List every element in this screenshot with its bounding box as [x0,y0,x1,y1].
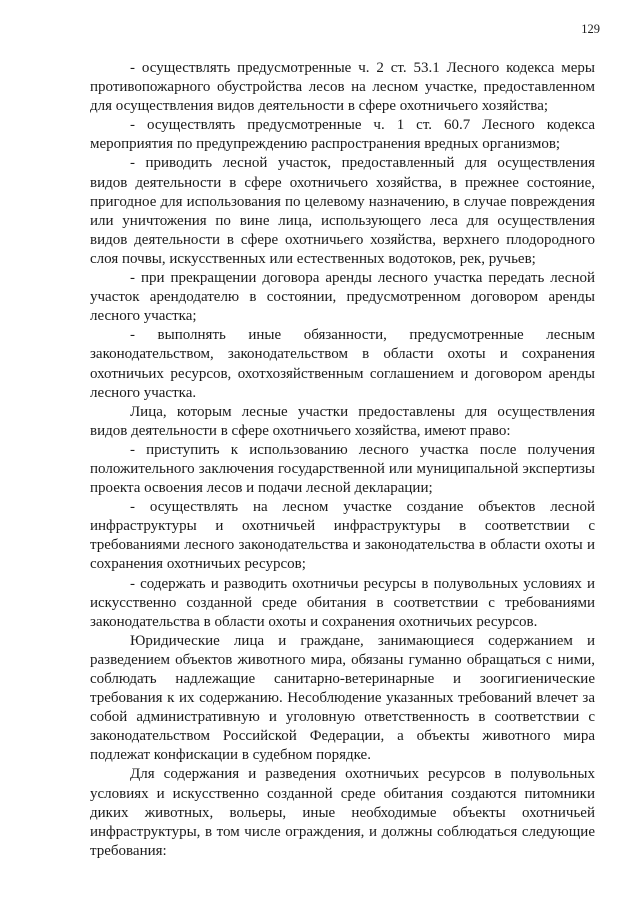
paragraph-start-use: - приступить к использованию лесного участка после получения положительного заключения государственной или муниципальной экспертизы проекта освоения лесов и подачи лесной декларации; [90,441,595,497]
paragraph-pest-prevention: - осуществлять предусмотренные ч. 1 ст. 60.7 Лесного кодекса мероприятия по предупреждению распространения вредных организмов; [90,117,595,153]
page-number: 129 [581,22,600,36]
paragraph-fire-prevention: - осуществлять предусмотренные ч. 2 ст. 53.1 Лесного кодекса меры противопожарного обустройства лесов на лесном участке, предоставленном для осуществления видов деятельности в сфере охотничьего хозяйства; [90,60,595,115]
paragraph-other-duties: - выполнять иные обязанности, предусмотренные лесным законодательством, законодательством в области охоты и сохранения охотничьих ресурсов, охотхозяйственным соглашением и договором аренды лесного участка. [90,327,595,401]
paragraph-requirements-intro: Для содержания и разведения охотничьих ресурсов в полувольных условиях и искусственно созданной среде обитания создаются питомники диких животных, вольеры, иные необходимые объекты охотничьей инфраструктуры, в том числе ограждения, и должны соблюдаться следующие требования: [90,766,595,859]
paragraph-humane-treatment: Юридические лица и граждане, занимающиеся содержанием и разведением объектов животного мира, обязаны гуманно обращаться с ними, соблюдать надлежащие санитарно-ветеринарные и зоогигиенические требования к их содержанию. Несоблюдение указанных требований влечет за собой административную и уголовную ответственность в соответствии с законодательством Российской Федерации, а объекты животного мира подлежат конфискации в судебном порядке. [90,632,595,764]
paragraph-rights-intro: Лица, которым лесные участки предоставлены для осуществления видов деятельности в сфере охотничьего хозяйства, имеют право: [90,403,595,439]
paragraph-return-plot: - при прекращении договора аренды лесного участка передать лесной участок арендодателю в состоянии, предусмотренном договором аренды лесного участка; [90,270,595,325]
paragraph-infrastructure: - осуществлять на лесном участке создание объектов лесной инфраструктуры и охотничьей инфраструктуры в соответствии с требованиями лесного законодательства и законодательства в области охоты и сохранения охотничьих ресурсов; [90,499,595,573]
document-body [90,59,595,861]
paragraph-restore-plot: - приводить лесной участок, предоставленный для осуществления видов деятельности в сфере охотничьего хозяйства, в прежнее состояние, пригодное для использования по целевому назначению, в случае повреждения или уничтожения по вине лица, использующего леса для осуществления видов деятельности в сфере охотничьего хозяйства, верхнего плодородного слоя почвы, искусственных или естественных водотоков, рек, ручьев; [90,155,595,267]
paragraph-breeding: - содержать и разводить охотничьи ресурсы в полувольных условиях и искусственно созданной среде обитания в соответствии с требованиями законодательства в области охоты и сохранения охотничьих ресурсов. [90,575,595,630]
